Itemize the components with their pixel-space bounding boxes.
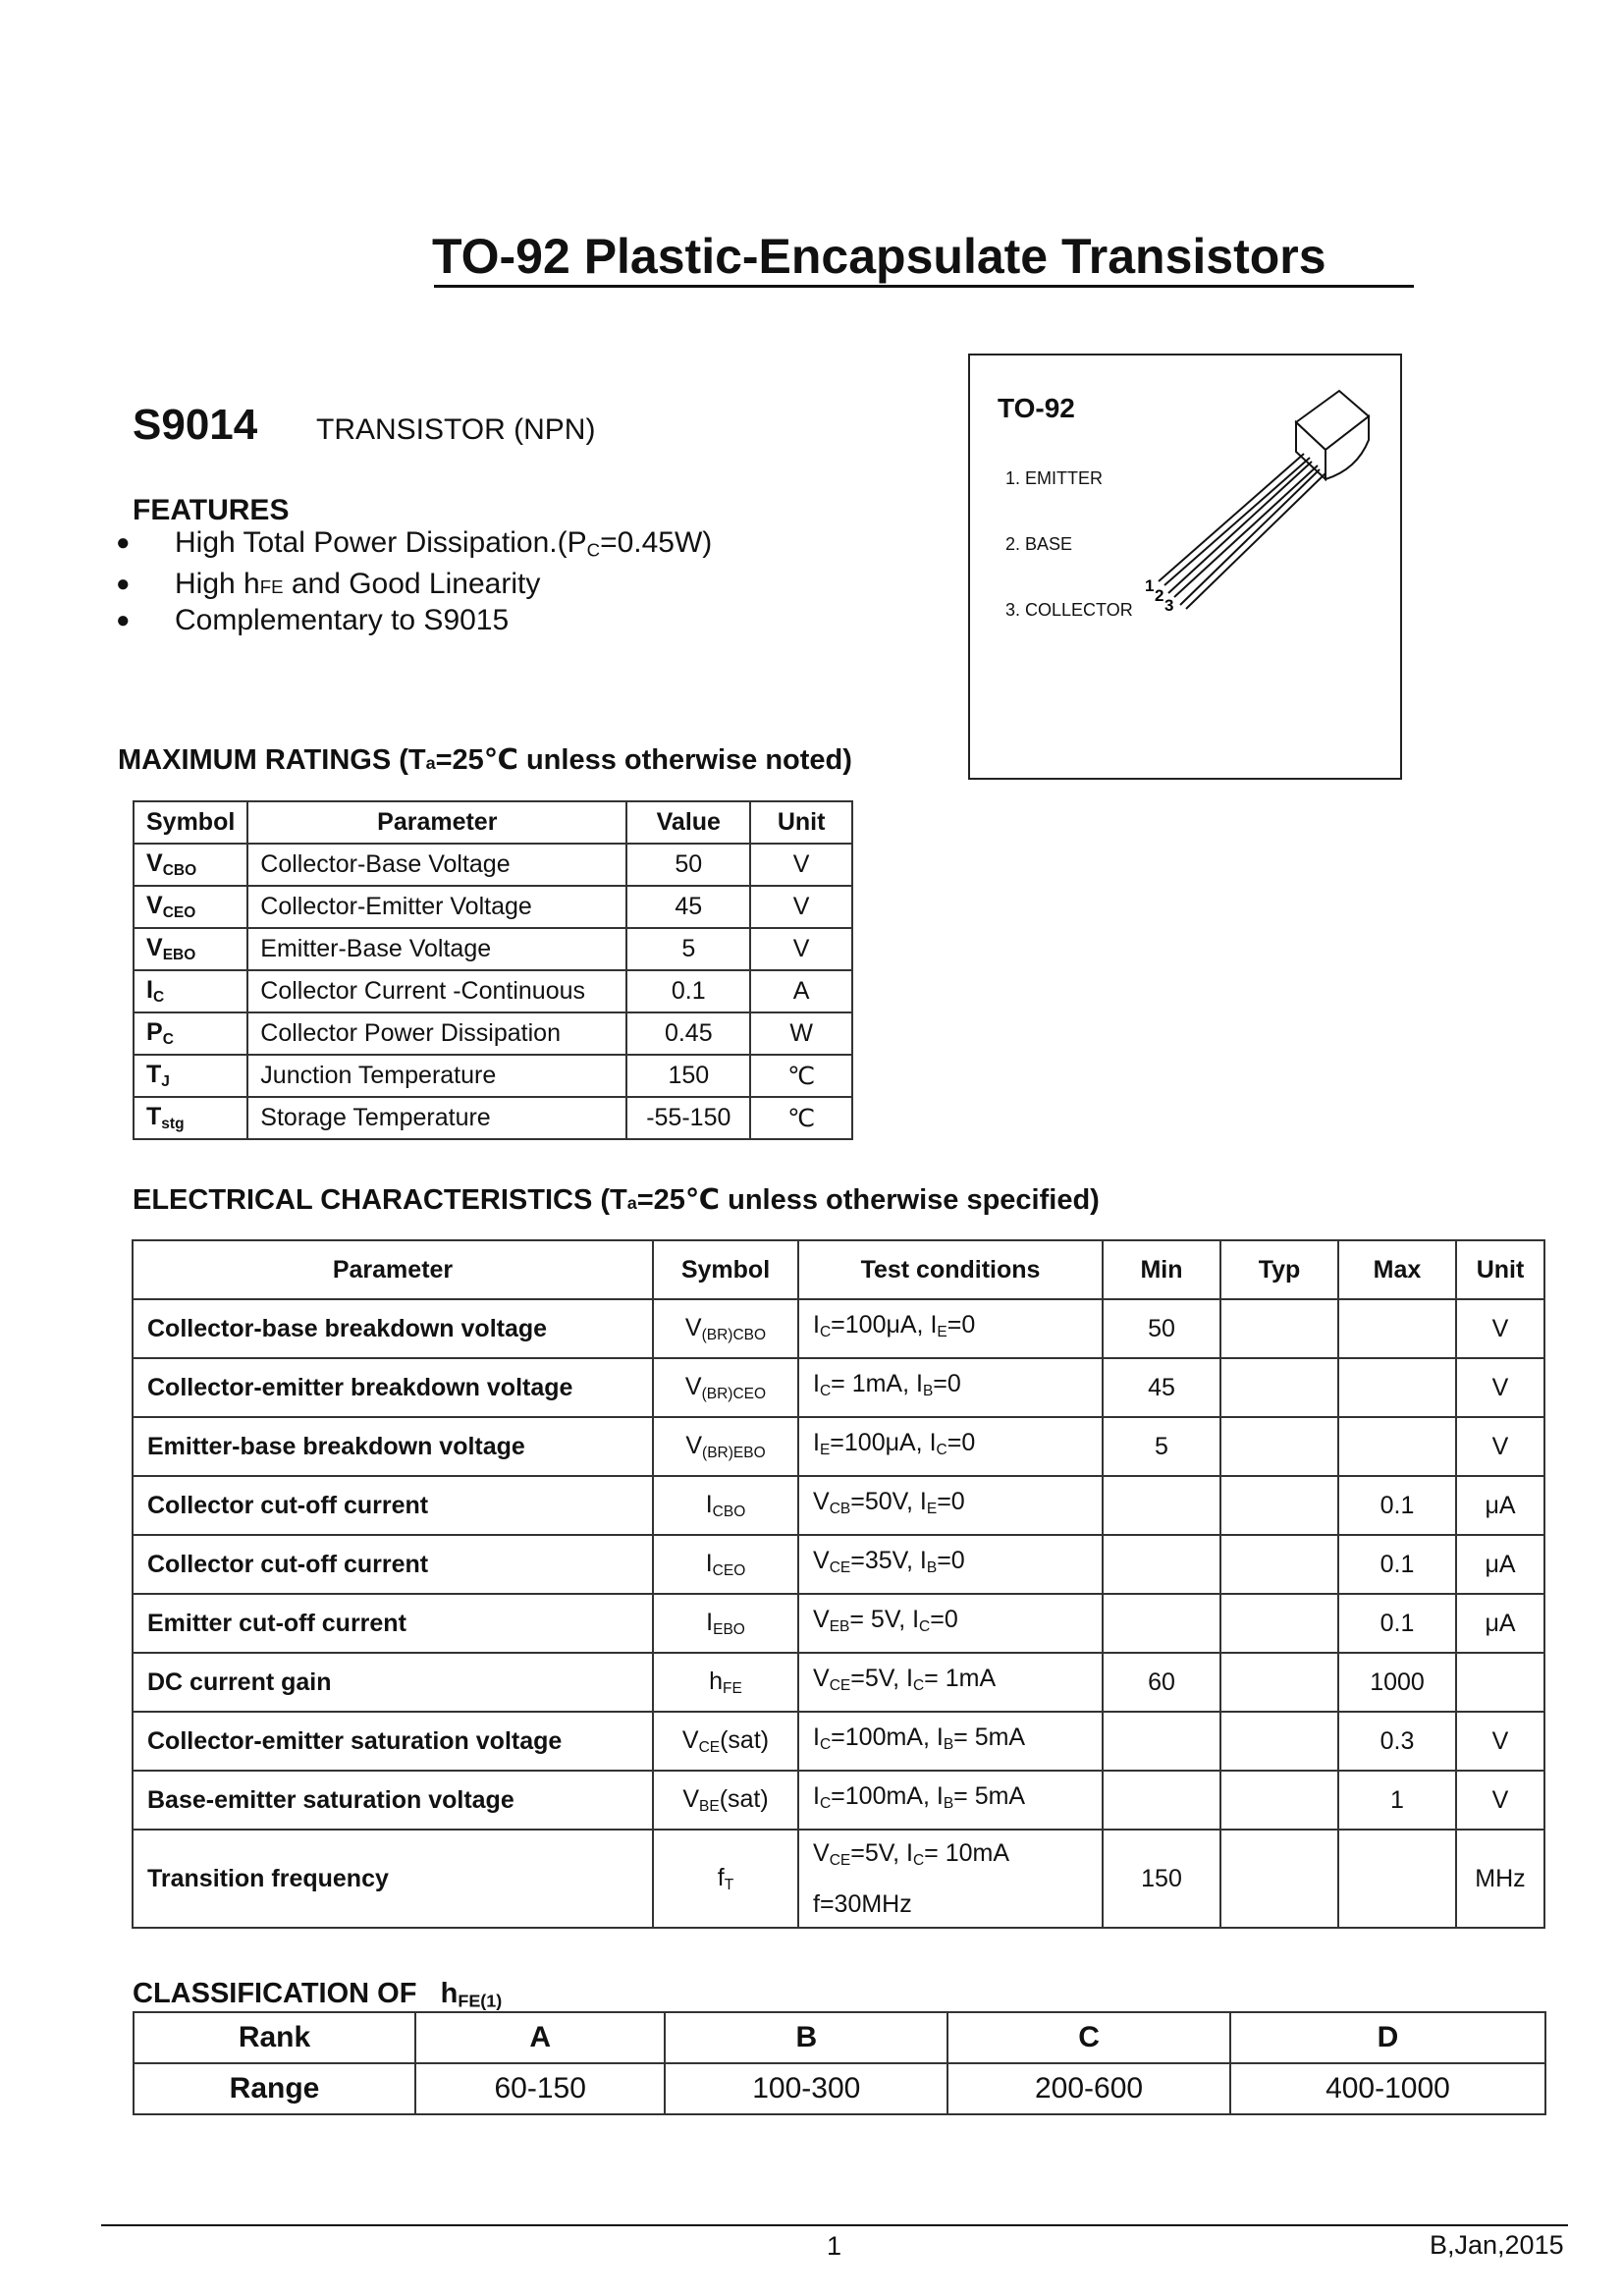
lead-number-2: 2 <box>1155 586 1164 605</box>
unit-cell: W <box>750 1012 852 1055</box>
bullet-icon: ● <box>116 529 131 556</box>
max-cell: 1000 <box>1338 1653 1456 1712</box>
feature-item: ● High hFE and Good Linearity <box>116 567 541 600</box>
column-header: Value <box>626 801 750 844</box>
title-underline <box>434 285 1414 288</box>
pin-label-collector: 3. COLLECTOR <box>1005 600 1133 620</box>
unit-cell: A <box>750 970 852 1012</box>
parameter-cell: Collector-emitter breakdown voltage <box>133 1358 653 1417</box>
parameter-cell: Storage Temperature <box>247 1097 626 1139</box>
document-title: TO-92 Plastic-Encapsulate Transistors <box>432 229 1326 284</box>
max-cell: 0.1 <box>1338 1476 1456 1535</box>
parameter-cell: Junction Temperature <box>247 1055 626 1097</box>
package-title: TO-92 <box>998 393 1075 423</box>
table-row <box>133 1653 1544 1712</box>
column-header: Typ <box>1220 1240 1338 1299</box>
column-header: Parameter <box>133 1240 653 1299</box>
min-cell <box>1103 1476 1220 1535</box>
table-row <box>133 1417 1544 1476</box>
table-row <box>133 1771 1544 1830</box>
min-cell <box>1103 1594 1220 1653</box>
max-cell: 0.1 <box>1338 1535 1456 1594</box>
typ-cell <box>1220 1476 1338 1535</box>
table-row <box>134 886 852 928</box>
column-header: Parameter <box>247 801 626 844</box>
unit-cell: V <box>750 928 852 970</box>
feature-item: ● Complementary to S9015 <box>116 603 510 636</box>
unit-cell: V <box>1456 1299 1544 1358</box>
range-cell: 200-600 <box>947 2063 1230 2114</box>
value-cell: 0.45 <box>626 1012 750 1055</box>
max-cell <box>1338 1417 1456 1476</box>
symbol-cell: $P_C$ <box>134 1012 247 1055</box>
unit-cell: μA <box>1456 1476 1544 1535</box>
table-row <box>134 970 852 1012</box>
parameter-cell: Emitter-base breakdown voltage <box>133 1417 653 1476</box>
features-heading: FEATURES <box>133 494 290 526</box>
typ-cell <box>1220 1830 1338 1928</box>
table-header-row <box>134 801 852 844</box>
typ-cell <box>1220 1594 1338 1653</box>
typ-cell <box>1220 1417 1338 1476</box>
test-conditions-cell: $I_E=100\mu A$, $I_C=0$ <box>798 1417 1103 1476</box>
feature-item: ● High Total Power $Dissipation.(P_C=0.45W)$ <box>116 526 713 561</box>
value-cell: -55-150 <box>626 1097 750 1139</box>
to92-package-drawing <box>1129 383 1394 629</box>
typ-cell <box>1220 1712 1338 1771</box>
bullet-icon: ● <box>116 570 131 597</box>
table-row <box>133 1358 1544 1417</box>
min-cell: 45 <box>1103 1358 1220 1417</box>
symbol-cell: $T_{stg}$ <box>134 1097 247 1139</box>
test-conditions-cell: $I_C=100mA$, $I_B= 5mA$ <box>798 1712 1103 1771</box>
revision-date: B,Jan,2015 <box>1430 2230 1564 2260</box>
table-row <box>134 1012 852 1055</box>
test-conditions-cell: $I_C=100\mu A$, $I_E=0$ <box>798 1299 1103 1358</box>
pin-label-emitter: 1. EMITTER <box>1005 468 1104 488</box>
package-leads <box>1159 454 1325 609</box>
table-row <box>134 928 852 970</box>
symbol-cell: $V_{(BR)CBO}$ <box>653 1299 798 1358</box>
column-header: Max <box>1338 1240 1456 1299</box>
unit-cell: μA <box>1456 1594 1544 1653</box>
parameter-cell: Collector-Base Voltage <box>247 844 626 886</box>
lead-number-1: 1 <box>1145 576 1155 595</box>
symbol-cell: $V_{CBO}$ <box>134 844 247 886</box>
unit-cell: V <box>1456 1358 1544 1417</box>
rank-cell: A <box>415 2012 665 2063</box>
max-ratings-heading: MAXIMUM RATINGS (Ta=25℃ unless otherwise noted) <box>118 744 852 776</box>
unit-cell: V <box>1456 1417 1544 1476</box>
min-cell: 150 <box>1103 1830 1220 1928</box>
symbol-cell: $I_C$ <box>134 970 247 1012</box>
parameter-cell: Collector-Emitter Voltage <box>247 886 626 928</box>
symbol-cell: $f_T$ <box>653 1830 798 1928</box>
unit-cell: μA <box>1456 1535 1544 1594</box>
column-header: Min <box>1103 1240 1220 1299</box>
parameter-cell: Base-emitter saturation voltage <box>133 1771 653 1830</box>
part-type: TRANSISTOR (NPN) <box>316 413 596 446</box>
parameter-cell: Emitter cut-off current <box>133 1594 653 1653</box>
unit-cell: V <box>1456 1771 1544 1830</box>
table-row <box>133 1830 1544 1928</box>
table-row <box>133 1594 1544 1653</box>
table-row <box>134 1055 852 1097</box>
value-cell: 150 <box>626 1055 750 1097</box>
symbol-cell: $V_{(BR)CEO}$ <box>653 1358 798 1417</box>
lead-number-3: 3 <box>1164 596 1174 615</box>
range-label: Range <box>134 2063 415 2114</box>
parameter-cell: Collector-emitter saturation voltage <box>133 1712 653 1771</box>
symbol-cell: $V_{CEO}$ <box>134 886 247 928</box>
symbol-cell: $V_{EBO}$ <box>134 928 247 970</box>
parameter-cell: Collector-base breakdown voltage <box>133 1299 653 1358</box>
range-cell: 400-1000 <box>1230 2063 1545 2114</box>
min-cell: 50 <box>1103 1299 1220 1358</box>
parameter-cell: Collector Current -Continuous <box>247 970 626 1012</box>
parameter-cell: Transition frequency <box>133 1830 653 1928</box>
table-row <box>133 1476 1544 1535</box>
column-header: Symbol <box>653 1240 798 1299</box>
symbol-cell: $I_{CEO}$ <box>653 1535 798 1594</box>
column-header: Unit <box>1456 1240 1544 1299</box>
max-cell <box>1338 1830 1456 1928</box>
parameter-cell: Collector Power Dissipation <box>247 1012 626 1055</box>
rank-label: Rank <box>134 2012 415 2063</box>
min-cell: 5 <box>1103 1417 1220 1476</box>
test-conditions-cell: $I_C= 1mA$, $I_B=0$ <box>798 1358 1103 1417</box>
classification-heading: CLASSIFICATION OF $h_{FE(1)}$ <box>133 1978 503 2011</box>
table-row <box>134 1097 852 1139</box>
symbol-cell: $h_{FE}$ <box>653 1653 798 1712</box>
value-cell: 0.1 <box>626 970 750 1012</box>
rank-cell: B <box>665 2012 947 2063</box>
column-header: Symbol <box>134 801 247 844</box>
typ-cell <box>1220 1653 1338 1712</box>
test-conditions-cell: $V_{CE}=5V$, $I_C= 1mA$ <box>798 1653 1103 1712</box>
unit-cell: V <box>750 886 852 928</box>
test-conditions-cell: $V_{CE}=5V$, $I_C= 10mA$ f=30MHz <box>798 1830 1103 1928</box>
range-cell: 100-300 <box>665 2063 947 2114</box>
max-cell <box>1338 1358 1456 1417</box>
pin-label-base: 2. BASE <box>1005 534 1073 554</box>
symbol-cell: $T_J$ <box>134 1055 247 1097</box>
unit-cell: MHz <box>1456 1830 1544 1928</box>
value-cell: 50 <box>626 844 750 886</box>
max-cell: 0.3 <box>1338 1712 1456 1771</box>
table-row <box>134 844 852 886</box>
symbol-cell: $V_{(BR)EBO}$ <box>653 1417 798 1476</box>
bullet-icon: ● <box>116 606 131 633</box>
parameter-cell: Emitter-Base Voltage <box>247 928 626 970</box>
table-row <box>133 1535 1544 1594</box>
table-row <box>133 1712 1544 1771</box>
classification-table <box>133 2011 1546 2115</box>
features-list <box>116 526 712 644</box>
test-conditions-cell: $V_{CE}=35V$, $I_B=0$ <box>798 1535 1103 1594</box>
table-row <box>133 1299 1544 1358</box>
page-number: 1 <box>827 2231 842 2261</box>
test-conditions-cell: $I_C=100mA$, $I_B= 5mA$ <box>798 1771 1103 1830</box>
unit-cell <box>1456 1653 1544 1712</box>
value-cell: 5 <box>626 928 750 970</box>
max-cell: 0.1 <box>1338 1594 1456 1653</box>
unit-cell: ℃ <box>750 1055 852 1097</box>
min-cell <box>1103 1712 1220 1771</box>
test-conditions-cell: $V_{CB}=50V$, $I_E=0$ <box>798 1476 1103 1535</box>
parameter-cell: Collector cut-off current <box>133 1535 653 1594</box>
typ-cell <box>1220 1535 1338 1594</box>
unit-cell: ℃ <box>750 1097 852 1139</box>
rank-cell: C <box>947 2012 1230 2063</box>
unit-cell: V <box>750 844 852 886</box>
symbol-cell: $I_{CBO}$ <box>653 1476 798 1535</box>
typ-cell <box>1220 1299 1338 1358</box>
symbol-cell: $V_{BE}(sat)$ <box>653 1771 798 1830</box>
table-header-row <box>133 1240 1544 1299</box>
range-cell: 60-150 <box>415 2063 665 2114</box>
symbol-cell: $V_{CE}(sat)$ <box>653 1712 798 1771</box>
value-cell: 45 <box>626 886 750 928</box>
unit-cell: V <box>1456 1712 1544 1771</box>
rank-row <box>134 2012 1545 2063</box>
parameter-cell: DC current gain <box>133 1653 653 1712</box>
footer-rule <box>101 2224 1568 2226</box>
electrical-characteristics-table <box>132 1239 1545 1929</box>
column-header: Test conditions <box>798 1240 1103 1299</box>
test-conditions-cell: $V_{EB}= 5V$, $I_C=0$ <box>798 1594 1103 1653</box>
max-cell <box>1338 1299 1456 1358</box>
typ-cell <box>1220 1358 1338 1417</box>
min-cell <box>1103 1535 1220 1594</box>
max-cell: 1 <box>1338 1771 1456 1830</box>
max-ratings-table <box>133 800 853 1140</box>
part-number: S9014 <box>133 401 258 449</box>
typ-cell <box>1220 1771 1338 1830</box>
min-cell: 60 <box>1103 1653 1220 1712</box>
column-header: Unit <box>750 801 852 844</box>
min-cell <box>1103 1771 1220 1830</box>
symbol-cell: $I_{EBO}$ <box>653 1594 798 1653</box>
range-row <box>134 2063 1545 2114</box>
electrical-heading: ELECTRICAL CHARACTERISTICS (Ta=25℃ unless otherwise specified) <box>133 1184 1100 1216</box>
parameter-cell: Collector cut-off current <box>133 1476 653 1535</box>
rank-cell: D <box>1230 2012 1545 2063</box>
